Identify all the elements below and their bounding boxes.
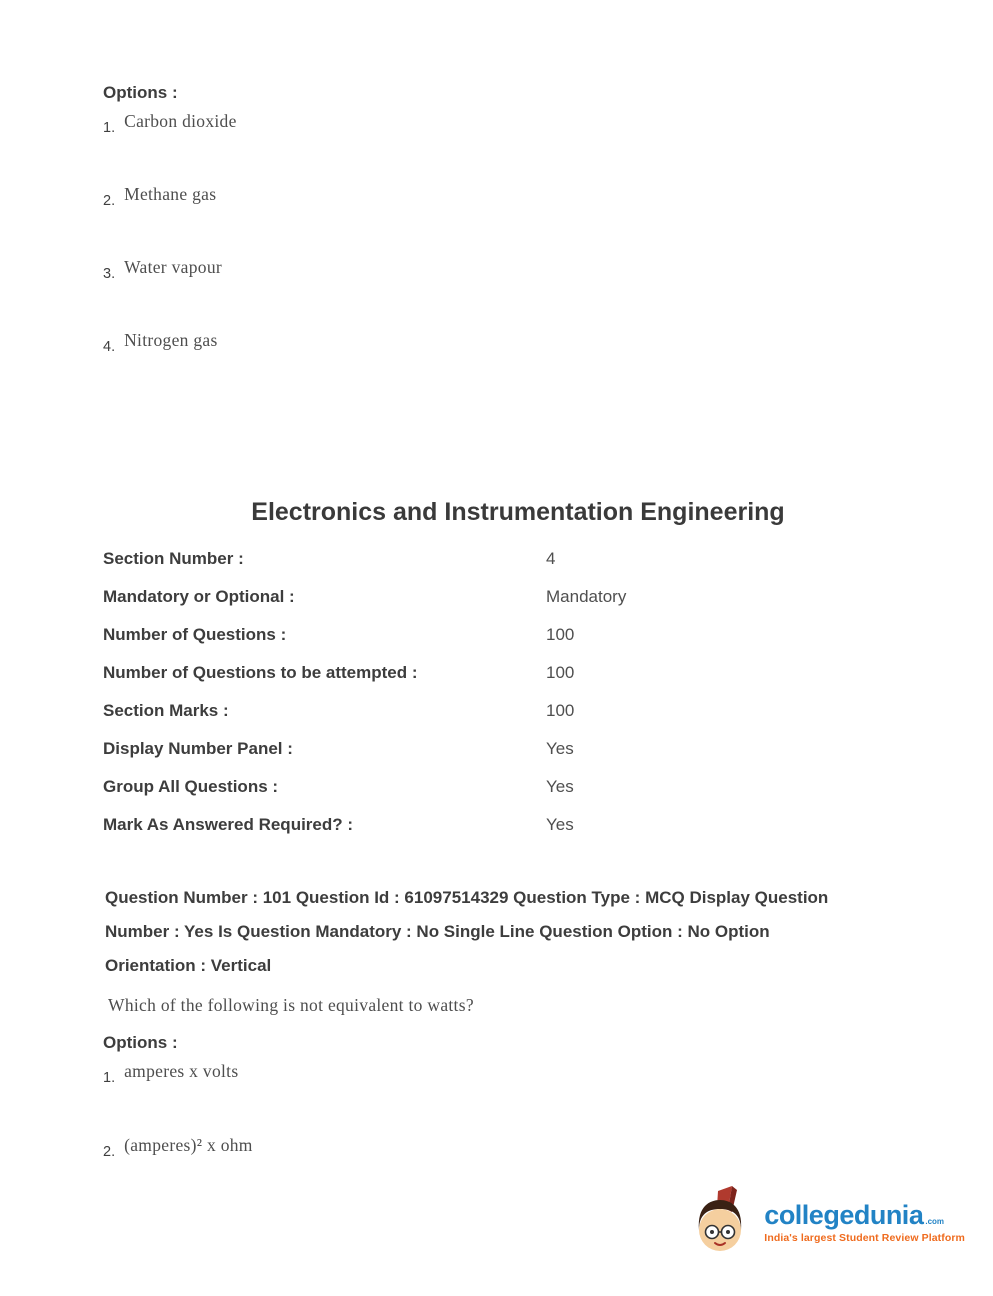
option-number: 3. — [103, 266, 116, 282]
option-text: Water vapour — [124, 257, 223, 277]
option-item — [103, 257, 933, 283]
brand-name: collegedunia — [764, 1200, 924, 1230]
logo-text — [764, 1201, 965, 1244]
brand-tagline: India's largest Student Review Platform — [764, 1232, 965, 1244]
detail-label: Mark As Answered Required? : — [103, 815, 354, 834]
question-meta-line: Question Number : 101 Question Id : 61097514329 Question Type : MCQ Display Question — [105, 888, 829, 907]
brand-row — [764, 1201, 965, 1229]
collegedunia-logo — [690, 1186, 965, 1259]
detail-value: Yes — [546, 739, 574, 758]
section-detail-row — [103, 663, 933, 683]
detail-value: Yes — [546, 815, 574, 834]
detail-value: Mandatory — [546, 587, 627, 606]
detail-label: Display Number Panel : — [103, 739, 293, 758]
option-item — [103, 184, 933, 210]
option-number: 2. — [103, 1144, 116, 1160]
option-text: Methane gas — [124, 184, 217, 204]
option-text: amperes x volts — [124, 1061, 239, 1081]
option-text: Nitrogen gas — [124, 330, 218, 350]
detail-value: Yes — [546, 777, 574, 796]
detail-label: Group All Questions : — [103, 777, 279, 796]
detail-value: 100 — [546, 625, 575, 644]
option-item — [103, 111, 933, 137]
options-label: Options : — [103, 1033, 178, 1052]
section-title: Electronics and Instrumentation Engineering — [251, 498, 785, 526]
section-detail-row — [103, 549, 933, 569]
section-detail-row — [103, 739, 933, 759]
question-meta — [105, 881, 895, 983]
option-number: 1. — [103, 1070, 116, 1086]
section-detail-row — [103, 777, 933, 797]
section-detail-row — [103, 587, 933, 607]
section-detail-row — [103, 701, 933, 721]
section-detail-row — [103, 815, 933, 835]
question-text: Which of the following is not equivalent to watts? — [108, 995, 474, 1015]
option-number: 4. — [103, 339, 116, 355]
detail-label: Section Number : — [103, 549, 244, 568]
option-number: 2. — [103, 193, 116, 209]
question-meta-line: Orientation : Vertical — [105, 956, 272, 975]
brand-suffix: .com — [925, 1217, 945, 1226]
mascot-icon — [690, 1186, 754, 1259]
option-text: (amperes)² x ohm — [124, 1135, 253, 1155]
option-number: 1. — [103, 120, 116, 136]
detail-value: 4 — [546, 549, 556, 568]
option-item — [103, 1061, 933, 1087]
previous-question-options-block — [103, 0, 933, 356]
detail-label: Number of Questions to be attempted : — [103, 663, 418, 682]
detail-label: Section Marks : — [103, 701, 229, 720]
detail-value: 100 — [546, 663, 575, 682]
detail-label: Mandatory or Optional : — [103, 587, 295, 606]
options-label: Options : — [103, 83, 178, 102]
option-item — [103, 330, 933, 356]
section-details — [103, 549, 933, 835]
detail-value: 100 — [546, 701, 575, 720]
option-item — [103, 1135, 933, 1161]
detail-label: Number of Questions : — [103, 625, 287, 644]
question-meta-line: Number : Yes Is Question Mandatory : No Single Line Question Option : No Option — [105, 922, 770, 941]
option-text: Carbon dioxide — [124, 111, 237, 131]
section-detail-row — [103, 625, 933, 645]
